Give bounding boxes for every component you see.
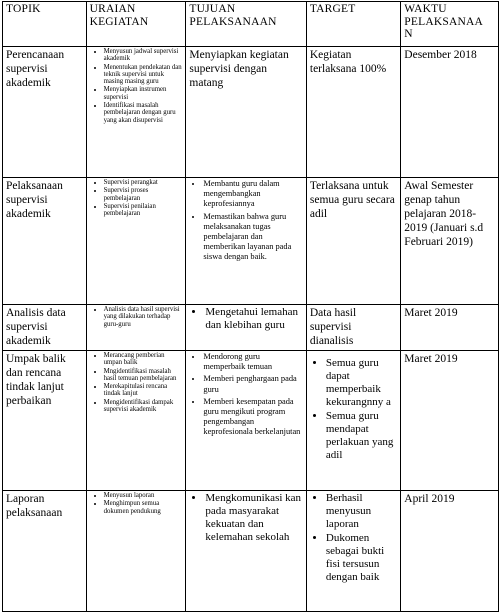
topik-cell: Analisis data supervisi akademik bbox=[3, 305, 87, 351]
list-item: • Memberi kesempatan pada guru mengikuti program pengembangan keprofesionala berkelanjutan bbox=[203, 397, 302, 438]
topik-cell: Perencanaan supervisi akademik bbox=[3, 47, 87, 178]
target-cell: Data hasil supervisi dianalisis bbox=[306, 305, 400, 351]
list-item: • Mengkomunikasi kan pada masyarakat kekuatan dan kelemahan sekolah bbox=[205, 492, 302, 544]
header-row bbox=[3, 2, 499, 47]
list-item: • Membantu guru dalam mengembangkan keprofesiannya bbox=[203, 179, 302, 210]
table-row bbox=[3, 305, 499, 351]
table-row bbox=[3, 491, 499, 612]
list-item: • Memberi penghargaan pada guru bbox=[203, 374, 302, 394]
list-item: • Supervisi penilaian pembelajaran bbox=[104, 203, 183, 218]
list-item: • Menentukan pendekatan dan teknik supervisi untuk masing masing guru bbox=[104, 64, 183, 86]
supervision-plan-table bbox=[2, 1, 499, 612]
list-item: • Merekapitulasi rencana tindak lanjut bbox=[104, 383, 183, 398]
waktu-cell: Awal Semester genap tahun pelajaran 2018-2019 (Januari s.d Februari 2019) bbox=[401, 178, 499, 305]
list-item: • Menyiapkan instrumen supervisi bbox=[104, 86, 183, 101]
list-item: • Supervisi perangkat bbox=[104, 179, 183, 186]
waktu-cell: Desember 2018 bbox=[401, 47, 499, 178]
list-item: • Mendorong guru memperbaik temuan bbox=[203, 352, 302, 372]
tujuan-cell bbox=[186, 491, 306, 612]
header-tujuan: TUJUAN PELAKSANAAN bbox=[186, 2, 306, 47]
list-item: • Mengetahui lemahan dan klebihan guru bbox=[205, 306, 302, 332]
uraian-cell bbox=[86, 305, 186, 351]
list-item: • Berhasil menyusun laporan bbox=[326, 492, 397, 531]
header-waktu: WAKTU PELAKSANAA N bbox=[401, 2, 499, 47]
target-cell bbox=[306, 351, 400, 491]
list-item: • Menyusun jadwal supervisi akademik bbox=[104, 48, 183, 63]
target-cell bbox=[306, 491, 400, 612]
list-item: • Merancang pemberian umpan balik bbox=[104, 352, 183, 367]
waktu-cell: April 2019 bbox=[401, 491, 499, 612]
table-row bbox=[3, 47, 499, 178]
table-row bbox=[3, 178, 499, 305]
list-item: • Menghimpun semua dokumen pendukung bbox=[104, 500, 183, 515]
list-item: • Semua guru dapat memperbaik kekurangnny a bbox=[326, 357, 397, 409]
list-item: • Identifikasi masalah pembelajaran dengan guru yang akan disupervisi bbox=[104, 102, 183, 124]
target-cell: Kegiatan terlaksana 100% bbox=[306, 47, 400, 178]
uraian-cell bbox=[86, 351, 186, 491]
list-item: • Mengidentifikasi dampak supervisi akademik bbox=[104, 399, 183, 414]
topik-cell: Laporan pelaksanaan bbox=[3, 491, 87, 612]
topik-cell: Umpak balik dan rencana tindak lanjut perbaikan bbox=[3, 351, 87, 491]
tujuan-cell: Menyiapkan kegiatan supervisi dengan matang bbox=[186, 47, 306, 178]
waktu-cell: Maret 2019 bbox=[401, 305, 499, 351]
list-item: • Semua guru mendapat perlakuan yang adil bbox=[326, 410, 397, 462]
tujuan-cell bbox=[186, 351, 306, 491]
uraian-cell bbox=[86, 47, 186, 178]
list-item: • Analisis data hasil supervisi yang dilakukan terhadap guru-guru bbox=[104, 306, 183, 328]
header-uraian: URAIAN KEGIATAN bbox=[86, 2, 186, 47]
header-topik bbox=[3, 2, 87, 47]
tujuan-cell bbox=[186, 178, 306, 305]
list-item: • Memastikan bahwa guru melaksanakan tugas pembelajaran dan memberikan layanan pada siswa dengan baik. bbox=[203, 212, 302, 263]
list-item: • Menyusun laporan bbox=[104, 492, 183, 499]
header-target bbox=[306, 2, 400, 47]
topik-cell: Pelaksanaan supervisi akademik bbox=[3, 178, 87, 305]
target-cell: Terlaksana untuk semua guru secara adil bbox=[306, 178, 400, 305]
table-row bbox=[3, 351, 499, 491]
uraian-cell bbox=[86, 491, 186, 612]
header-target-text: TARGET bbox=[309, 3, 356, 15]
list-item: • Mngidentifikasi masalah hasil temuan pembelajaran bbox=[104, 368, 183, 383]
list-item: • Supervisi proses pembelajaran bbox=[104, 187, 183, 202]
tujuan-cell bbox=[186, 305, 306, 351]
waktu-cell: Maret 2019 bbox=[401, 351, 499, 491]
list-item: • Dukomen sebagai bukti fisi tersusun dengan baik bbox=[326, 532, 397, 584]
uraian-cell bbox=[86, 178, 186, 305]
header-topik-text: TOPIK bbox=[6, 3, 41, 15]
